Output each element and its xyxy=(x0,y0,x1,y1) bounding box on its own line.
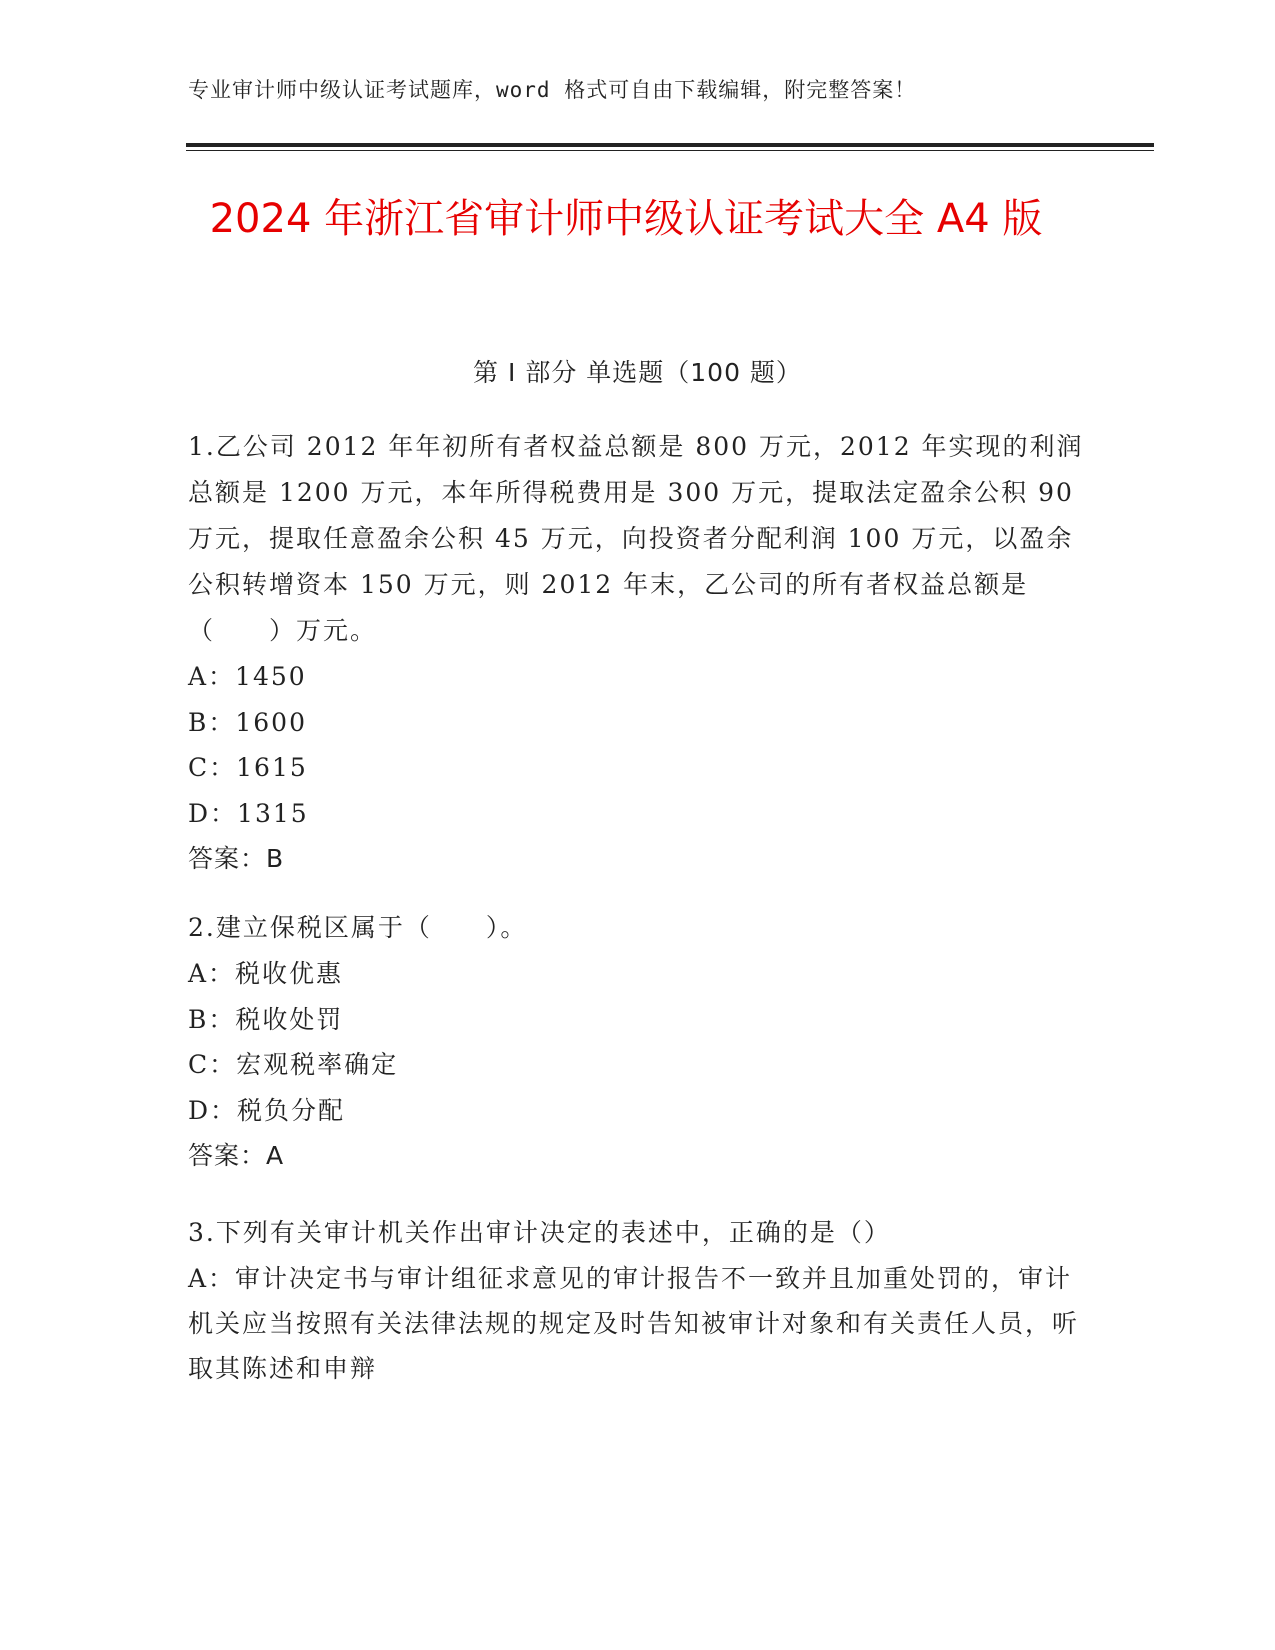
option-b: B：税收处罚 xyxy=(188,1004,344,1034)
header-note: 专业审计师中级认证考试题库，word 格式可自由下载编辑，附完整答案！ xyxy=(188,78,917,102)
question-stem: 1.乙公司 2012 年年初所有者权益总额是 800 万元，2012 年实现的利润总额是 1200 万元，本年所得税费用是 300 万元，提取法定盈余公积 90 万元，提取任意盈余公积 45 万元，向投资者分配利润 100 万元，以盈余公积转增资本 150 万元，则 2012 年末，乙公司的所有者权益总额是（ ）万元。 xyxy=(188,432,1084,645)
option-a: A：1450 xyxy=(188,662,307,691)
option-d: D：税负分配 xyxy=(188,1095,346,1125)
option-c: C：宏观税率确定 xyxy=(188,1050,399,1079)
question-1 xyxy=(188,424,1088,882)
question-2 xyxy=(188,905,1088,1179)
section-heading: 第 I 部分 单选题（100 题） xyxy=(473,358,802,387)
option-a: A：税收优惠 xyxy=(188,959,344,988)
option-d: D：1315 xyxy=(188,798,309,828)
question-stem: 3.下列有关审计机关作出审计决定的表述中，正确的是（） xyxy=(188,1218,891,1247)
header-divider-thick xyxy=(186,143,1154,147)
document-title: 2024 年浙江省审计师中级认证考试大全 A4 版 xyxy=(209,196,1043,242)
answer: 答案：A xyxy=(188,1141,285,1170)
option-c: C：1615 xyxy=(188,753,308,782)
header-divider-thin xyxy=(186,150,1154,151)
option-b: B：1600 xyxy=(188,707,307,737)
option-a: A：审计决定书与审计组征求意见的审计报告不一致并且加重处罚的，审计机关应当按照有关法律法规的规定及时告知被审计对象和有关责任人员，听取其陈述和申辩 xyxy=(188,1264,1080,1383)
answer: 答案：B xyxy=(188,844,285,873)
question-stem: 2.建立保税区属于（ ）。 xyxy=(188,913,528,942)
question-3 xyxy=(188,1210,1088,1391)
